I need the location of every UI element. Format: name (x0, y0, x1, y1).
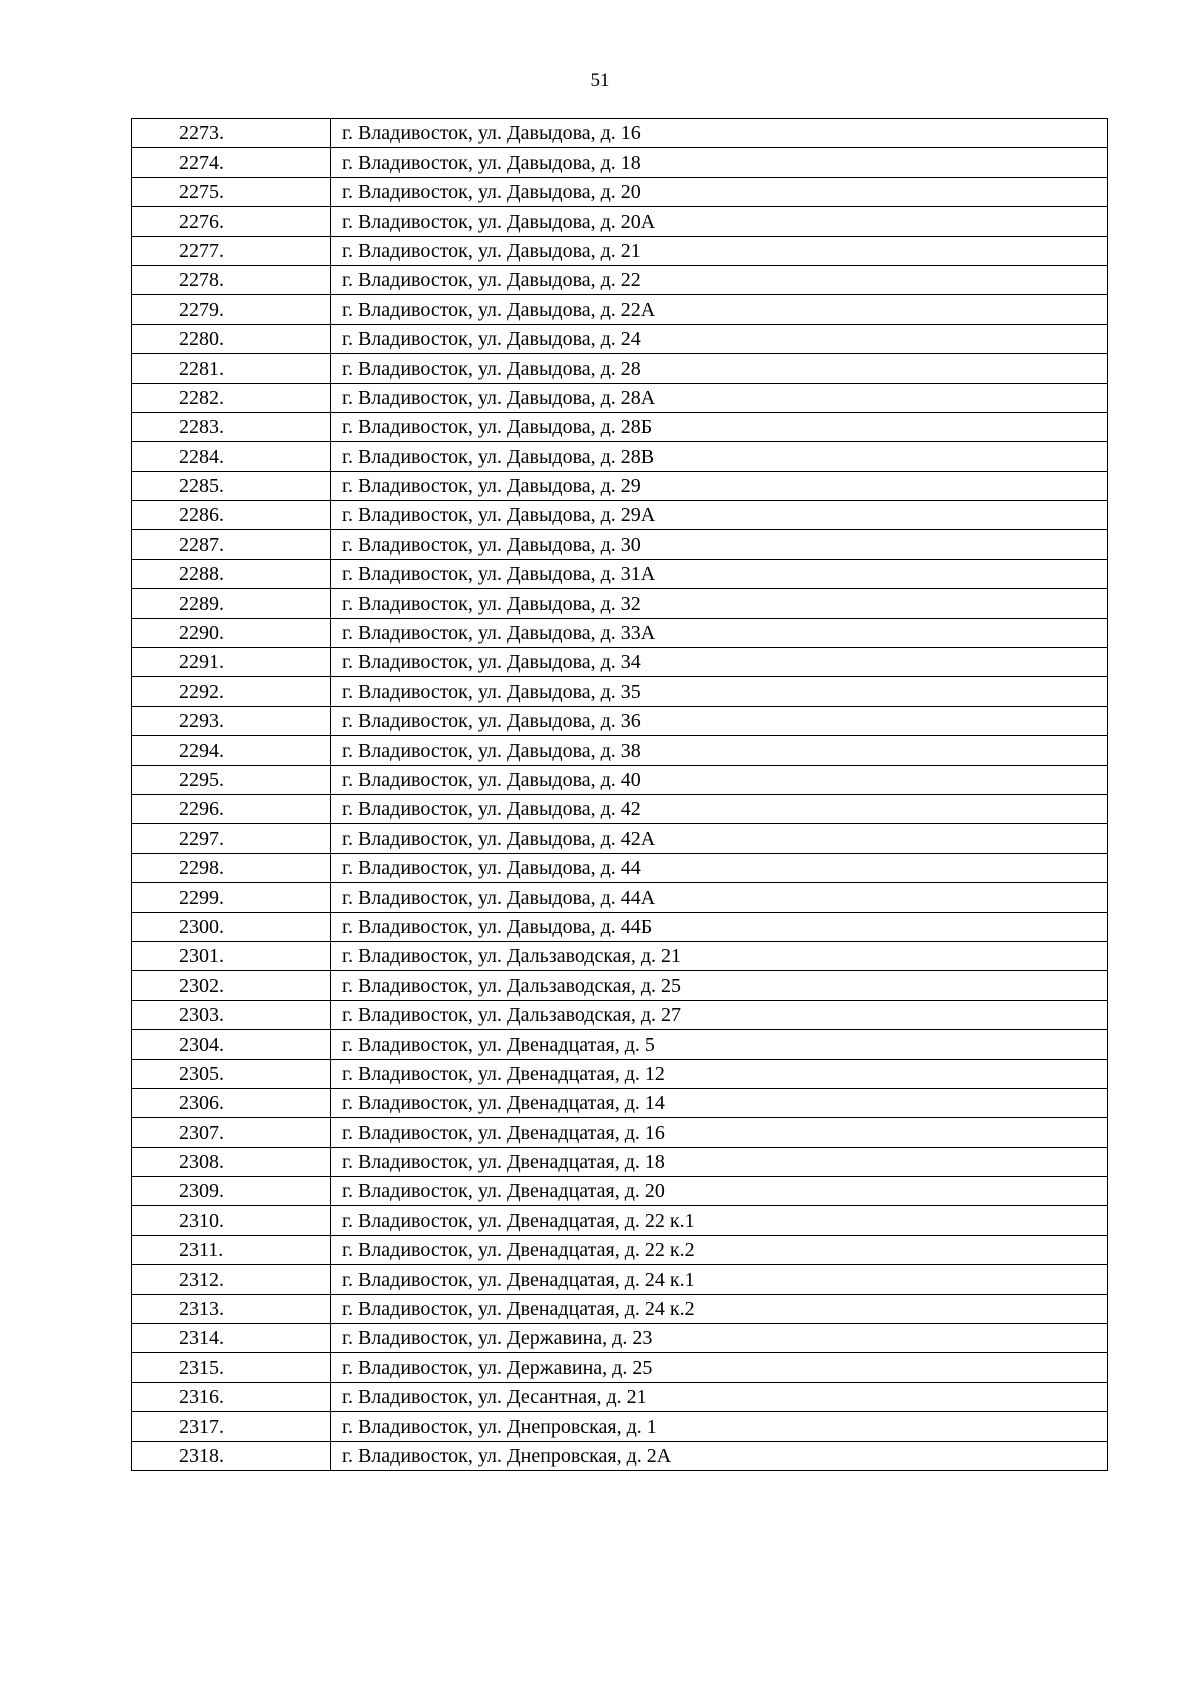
table-row (132, 148, 1108, 177)
row-address: г. Владивосток, ул. Днепровская, д. 1 (331, 1412, 1108, 1441)
row-number: 2291. (132, 648, 331, 677)
table-row (132, 1294, 1108, 1323)
row-number: 2301. (132, 941, 331, 970)
table-row (132, 883, 1108, 912)
row-number: 2317. (132, 1412, 331, 1441)
row-number: 2273. (132, 119, 331, 148)
row-address: г. Владивосток, ул. Державина, д. 23 (331, 1324, 1108, 1353)
row-number: 2289. (132, 589, 331, 618)
row-number: 2294. (132, 736, 331, 765)
row-number: 2316. (132, 1382, 331, 1411)
row-number: 2311. (132, 1235, 331, 1264)
row-number: 2305. (132, 1059, 331, 1088)
row-number: 2281. (132, 354, 331, 383)
row-address: г. Владивосток, ул. Давыдова, д. 34 (331, 648, 1108, 677)
row-number: 2282. (132, 383, 331, 412)
row-address: г. Владивосток, ул. Давыдова, д. 28А (331, 383, 1108, 412)
row-number: 2306. (132, 1088, 331, 1117)
row-number: 2297. (132, 824, 331, 853)
table-row (132, 559, 1108, 588)
row-address: г. Владивосток, ул. Двенадцатая, д. 16 (331, 1118, 1108, 1147)
table-row (132, 765, 1108, 794)
row-address: г. Владивосток, ул. Двенадцатая, д. 22 к.1 (331, 1206, 1108, 1235)
row-address: г. Владивосток, ул. Давыдова, д. 22А (331, 295, 1108, 324)
row-address: г. Владивосток, ул. Державина, д. 25 (331, 1353, 1108, 1382)
table-row (132, 1353, 1108, 1382)
table-row (132, 971, 1108, 1000)
row-address: г. Владивосток, ул. Давыдова, д. 42А (331, 824, 1108, 853)
table-row (132, 207, 1108, 236)
row-number: 2300. (132, 912, 331, 941)
table-row (132, 177, 1108, 206)
row-address: г. Владивосток, ул. Давыдова, д. 42 (331, 794, 1108, 823)
table-row (132, 471, 1108, 500)
row-number: 2310. (132, 1206, 331, 1235)
table-row (132, 412, 1108, 441)
row-address: г. Владивосток, ул. Давыдова, д. 16 (331, 119, 1108, 148)
row-address: г. Владивосток, ул. Десантная, д. 21 (331, 1382, 1108, 1411)
table-row (132, 1206, 1108, 1235)
table-row (132, 265, 1108, 294)
table-row (132, 648, 1108, 677)
address-table (131, 118, 1108, 1471)
row-address: г. Владивосток, ул. Давыдова, д. 33А (331, 618, 1108, 647)
table-row (132, 618, 1108, 647)
table-row (132, 1059, 1108, 1088)
table-row (132, 706, 1108, 735)
row-number: 2278. (132, 265, 331, 294)
table-row (132, 677, 1108, 706)
table-row (132, 1147, 1108, 1176)
row-number: 2279. (132, 295, 331, 324)
row-address: г. Владивосток, ул. Давыдова, д. 35 (331, 677, 1108, 706)
table-row (132, 236, 1108, 265)
row-address: г. Владивосток, ул. Двенадцатая, д. 22 к.2 (331, 1235, 1108, 1264)
row-address: г. Владивосток, ул. Давыдова, д. 32 (331, 589, 1108, 618)
row-number: 2307. (132, 1118, 331, 1147)
row-address: г. Владивосток, ул. Давыдова, д. 44Б (331, 912, 1108, 941)
row-number: 2313. (132, 1294, 331, 1323)
row-address: г. Владивосток, ул. Давыдова, д. 22 (331, 265, 1108, 294)
row-address: г. Владивосток, ул. Двенадцатая, д. 14 (331, 1088, 1108, 1117)
table-row (132, 1177, 1108, 1206)
row-number: 2309. (132, 1177, 331, 1206)
table-row (132, 1265, 1108, 1294)
row-address: г. Владивосток, ул. Давыдова, д. 30 (331, 530, 1108, 559)
row-address: г. Владивосток, ул. Давыдова, д. 36 (331, 706, 1108, 735)
row-number: 2277. (132, 236, 331, 265)
row-number: 2284. (132, 442, 331, 471)
row-address: г. Владивосток, ул. Днепровская, д. 2А (331, 1441, 1108, 1470)
row-number: 2296. (132, 794, 331, 823)
row-number: 2285. (132, 471, 331, 500)
table-row (132, 941, 1108, 970)
row-address: г. Владивосток, ул. Давыдова, д. 20 (331, 177, 1108, 206)
table-row (132, 589, 1108, 618)
row-address: г. Владивосток, ул. Дальзаводская, д. 21 (331, 941, 1108, 970)
table-row (132, 1118, 1108, 1147)
table-row (132, 1030, 1108, 1059)
row-address: г. Владивосток, ул. Давыдова, д. 29А (331, 501, 1108, 530)
row-number: 2286. (132, 501, 331, 530)
table-row (132, 442, 1108, 471)
row-address: г. Владивосток, ул. Дальзаводская, д. 25 (331, 971, 1108, 1000)
row-number: 2295. (132, 765, 331, 794)
table-row (132, 1088, 1108, 1117)
table-row (132, 1441, 1108, 1470)
row-address: г. Владивосток, ул. Давыдова, д. 44А (331, 883, 1108, 912)
row-number: 2314. (132, 1324, 331, 1353)
row-number: 2308. (132, 1147, 331, 1176)
row-number: 2312. (132, 1265, 331, 1294)
table-row (132, 295, 1108, 324)
table-row (132, 1235, 1108, 1264)
row-address: г. Владивосток, ул. Давыдова, д. 38 (331, 736, 1108, 765)
row-address: г. Владивосток, ул. Двенадцатая, д. 20 (331, 1177, 1108, 1206)
table-row (132, 912, 1108, 941)
table-row (132, 1324, 1108, 1353)
table-row (132, 119, 1108, 148)
table-row (132, 1412, 1108, 1441)
row-address: г. Владивосток, ул. Давыдова, д. 21 (331, 236, 1108, 265)
row-number: 2290. (132, 618, 331, 647)
row-address: г. Владивосток, ул. Давыдова, д. 31А (331, 559, 1108, 588)
table-row (132, 324, 1108, 353)
row-number: 2299. (132, 883, 331, 912)
row-number: 2315. (132, 1353, 331, 1382)
row-address: г. Владивосток, ул. Двенадцатая, д. 18 (331, 1147, 1108, 1176)
row-address: г. Владивосток, ул. Давыдова, д. 28 (331, 354, 1108, 383)
row-address: г. Владивосток, ул. Двенадцатая, д. 5 (331, 1030, 1108, 1059)
table-row (132, 1000, 1108, 1029)
row-address: г. Владивосток, ул. Двенадцатая, д. 24 к.1 (331, 1265, 1108, 1294)
table-row (132, 383, 1108, 412)
row-address: г. Владивосток, ул. Давыдова, д. 28Б (331, 412, 1108, 441)
page-number: 51 (590, 70, 610, 91)
row-address: г. Владивосток, ул. Двенадцатая, д. 24 к.2 (331, 1294, 1108, 1323)
row-number: 2276. (132, 207, 331, 236)
table-row (132, 736, 1108, 765)
row-number: 2298. (132, 853, 331, 882)
row-address: г. Владивосток, ул. Давыдова, д. 20А (331, 207, 1108, 236)
table-row (132, 501, 1108, 530)
row-number: 2288. (132, 559, 331, 588)
row-number: 2318. (132, 1441, 331, 1470)
row-number: 2287. (132, 530, 331, 559)
row-number: 2302. (132, 971, 331, 1000)
row-number: 2283. (132, 412, 331, 441)
row-address: г. Владивосток, ул. Двенадцатая, д. 12 (331, 1059, 1108, 1088)
row-number: 2274. (132, 148, 331, 177)
row-address: г. Владивосток, ул. Давыдова, д. 29 (331, 471, 1108, 500)
table-row (132, 530, 1108, 559)
row-number: 2280. (132, 324, 331, 353)
row-address: г. Владивосток, ул. Давыдова, д. 24 (331, 324, 1108, 353)
table-row (132, 853, 1108, 882)
table-body (132, 119, 1108, 1471)
row-address: г. Владивосток, ул. Давыдова, д. 44 (331, 853, 1108, 882)
row-address: г. Владивосток, ул. Давыдова, д. 40 (331, 765, 1108, 794)
row-address: г. Владивосток, ул. Давыдова, д. 18 (331, 148, 1108, 177)
row-address: г. Владивосток, ул. Давыдова, д. 28В (331, 442, 1108, 471)
row-number: 2304. (132, 1030, 331, 1059)
table-row (132, 1382, 1108, 1411)
table-row (132, 824, 1108, 853)
row-number: 2275. (132, 177, 331, 206)
row-number: 2293. (132, 706, 331, 735)
table-row (132, 794, 1108, 823)
row-number: 2292. (132, 677, 331, 706)
table-row (132, 354, 1108, 383)
row-address: г. Владивосток, ул. Дальзаводская, д. 27 (331, 1000, 1108, 1029)
row-number: 2303. (132, 1000, 331, 1029)
